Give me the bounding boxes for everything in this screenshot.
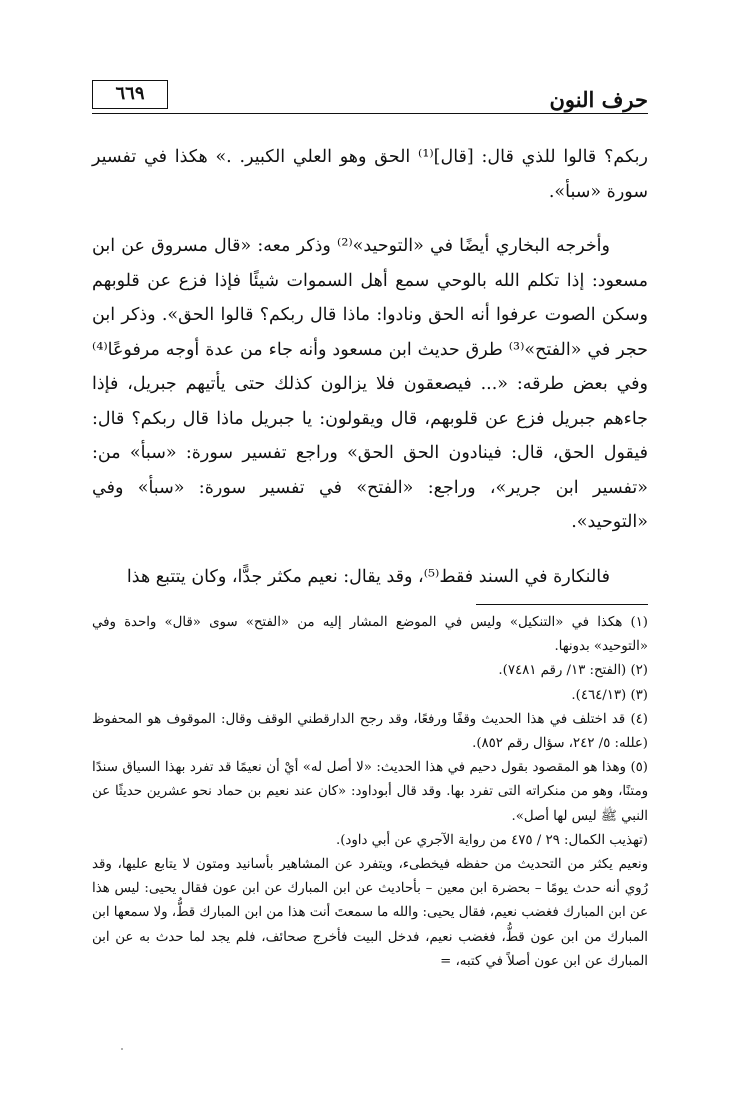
footnote-separator	[476, 604, 648, 605]
scan-speck	[121, 1048, 123, 1050]
footnote-1: (١) هكذا في «التنكيل» وليس في الموضع المشار إليه من «الفتح» سوى «قال» واحدة وفي «التوحيد» بدونها.	[92, 615, 648, 655]
footnote-5-citation: (تهذيب الكمال: ٢٩ / ٤٧٥ من رواية الآجري عن أبي داود).	[336, 832, 648, 848]
paragraph-3: فالنكارة في السند فقط⁽⁵⁾، وقد يقال: نعيم مكثر جدًّا، وكان يتتبع هذا	[126, 566, 610, 587]
chapter-title: حرف النون	[549, 87, 648, 112]
main-text	[92, 140, 648, 594]
footnote-5-continuation: ونعيم يكثر من التحديث من حفظه فيخطىء، ويتفرد عن المشاهير بأسانيد ومتون لا يتابع عليها، وقد رُوي أنه حدث يومًا – بحضرة ابن معين – بأحاديث عن ابن المبارك عن ابن عون فقال يحيى: ليس هذا عن ابن المبارك فغضب نعيم، فقال يحيى: والله ما سمعتَ أنت هذا من ابن المبارك قطُّ، ولا سمعها ابن المبارك من ابن عون قطُّ، فغضب نعيم، فدخل البيت فأخرج صحائف، فلم يجد لما حدث به عن ابن المبارك عن ابن عون أصلاً في كتبه، =	[92, 857, 648, 969]
footnote-4: (٤) قد اختلف في هذا الحديث وقفًا ورفعًا، وقد رجح الدارقطني الوقف وقال: الموقوف هو المحفوظ (علله: ٥/ ٢٤٢، سؤال رقم ٨٥٢).	[92, 711, 648, 752]
footnote-3: (٣) (٤٦٤/١٣).	[571, 687, 648, 703]
page-number: ٦٦٩	[92, 80, 168, 109]
footnotes	[92, 611, 648, 974]
page-header	[92, 80, 648, 120]
paragraph-2: وأخرجه البخاري أيضًا في «التوحيد»⁽²⁾ وذكر معه: «قال مسروق عن ابن مسعود: إذا تكلم الله بالوحي سمع أهل السموات شيئًا فإذا فزع عن قلوبهم وسكن الصوت عرفوا أنه الحق ونادوا: ماذا قال ربكم؟ قالوا الحق». وذكر ابن حجر في «الفتح»⁽³⁾ طرق حديث ابن مسعود وأنه جاء من عدة أوجه مرفوعًا⁽⁴⁾ وفي بعض طرقه: «... فيصعقون فلا يزالون كذلك حتى يأتيهم جبريل، فإذا جاءهم جبريل فزع عن قلوبهم، قال ويقولون: يا جبريل ماذا قال ربكم؟ قال: فيقول الحق، قال: فينادون الحق الحق» وراجع تفسير سورة: «سبأ» من: «تفسير ابن جرير»، وراجع: «الفتح» في تفسير سورة: «سبأ» وفي «التوحيد».	[92, 236, 649, 532]
footnote-2: (٢) (الفتح: ١٣/ رقم ٧٤٨١).	[498, 663, 648, 679]
header-rule	[92, 113, 648, 114]
footnote-5: (٥) وهذا هو المقصود بقول دحيم في هذا الحديث: «لا أصل له» أيْ أن نعيمًا قد تفرد بهذا السياق سندًا ومتنًا، وهو من منكراته التى تفرد بها. وقد قال أبوداود: «كان عند نعيم بن حماد نحو عشرين حديثًا عن النبي ﷺ ليس لها أصل».	[92, 760, 648, 824]
paragraph-1: ربكم؟ قالوا للذي قال: [قال]⁽¹⁾ الحق وهو العلي الكبير. .» هكذا في تفسير سورة «سبأ».	[92, 147, 648, 202]
